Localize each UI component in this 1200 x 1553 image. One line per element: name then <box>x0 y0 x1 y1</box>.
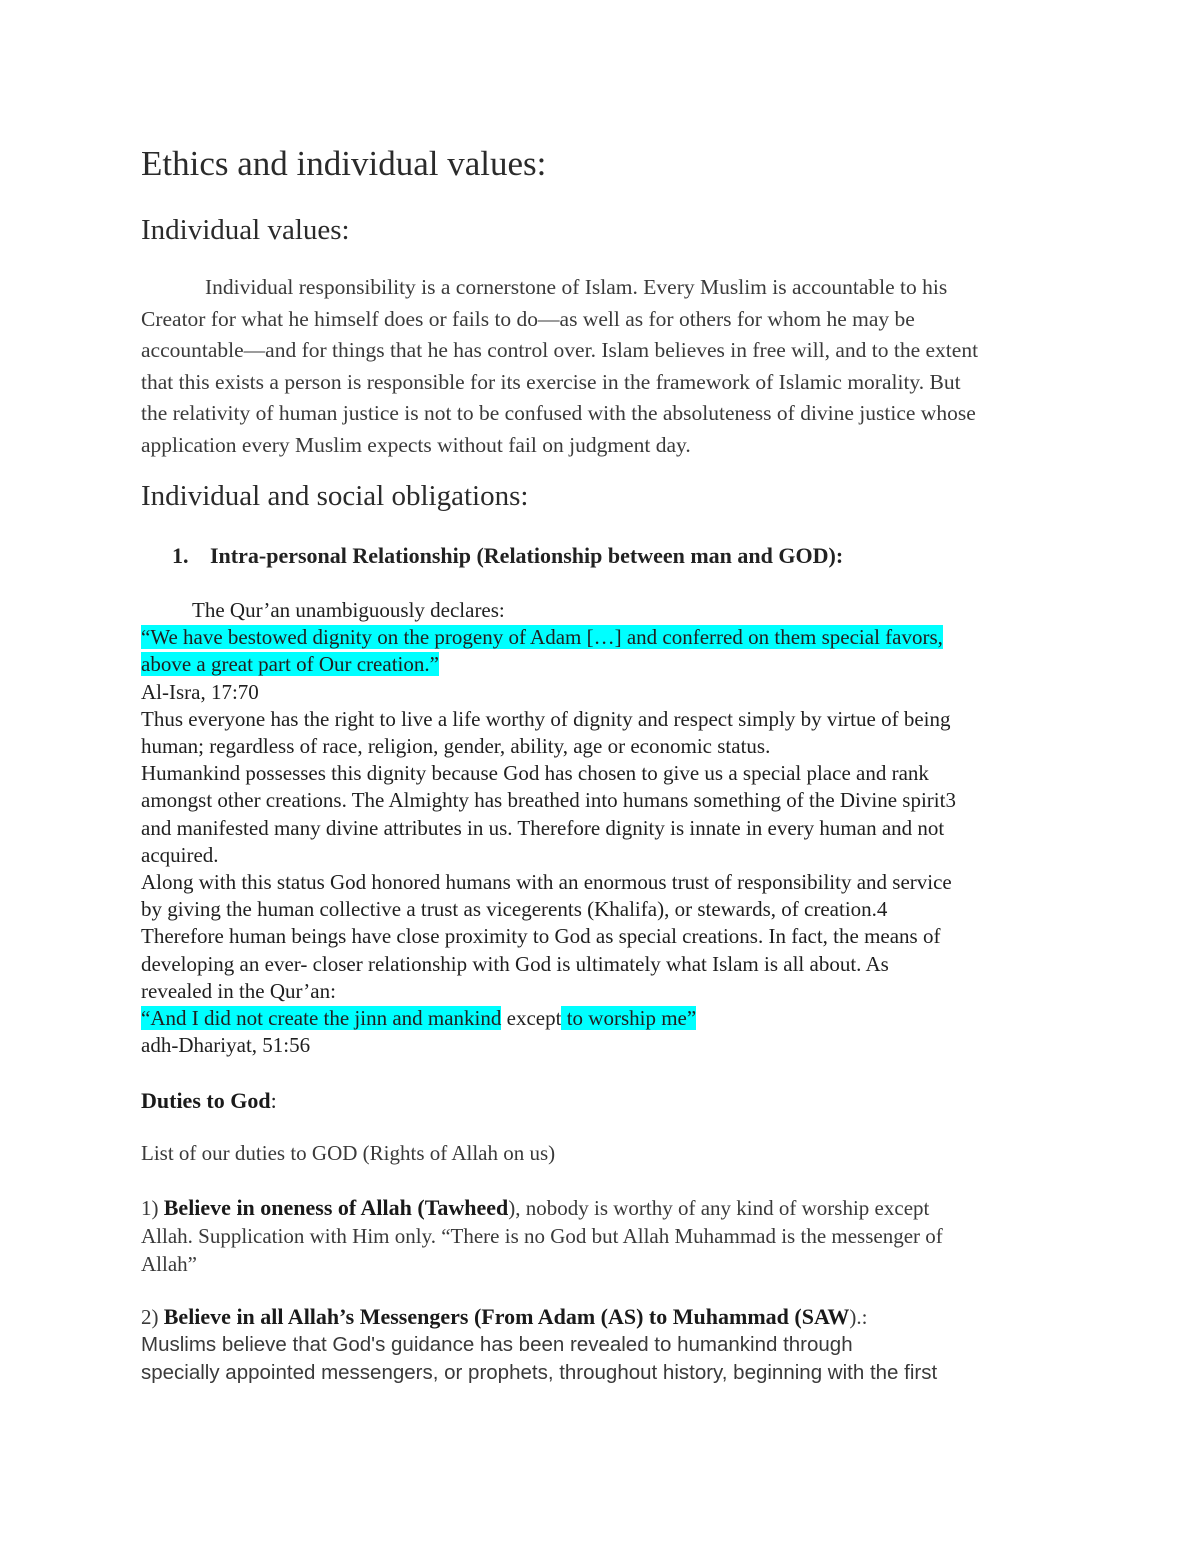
duty-text: Allah” <box>141 1252 197 1276</box>
paragraph-line: that this exists a person is responsible for its exercise in the framework of Islamic morality. But <box>141 369 961 394</box>
quote-reference: adh-Dhariyat, 51:56 <box>141 1033 311 1058</box>
highlighted-quote: “We have bestowed dignity on the progeny of Adam […] and conferred on them special favors, <box>141 625 943 650</box>
list-number: 1. <box>172 543 189 568</box>
highlighted-quote: “And I did not create the jinn and mankind <box>141 1006 502 1031</box>
duties-intro: List of our duties to GOD (Rights of Allah on us) <box>141 1141 556 1165</box>
duty-text: ).: <box>849 1305 868 1329</box>
duties-heading <box>141 1088 277 1114</box>
body-line: by giving the human collective a trust as vicegerents (Khalifa), or stewards, of creation.4 <box>141 897 888 922</box>
body-line: Therefore human beings have close proximity to God as special creations. In fact, the means of <box>141 924 941 949</box>
paragraph-line: Creator for what he himself does or fails to do—as well as for others for whom he may be <box>141 306 915 331</box>
duty-item-oneness <box>141 1194 1071 1278</box>
body-line: developing an ever- closer relationship with God is ultimately what Islam is all about. As <box>141 951 889 976</box>
duties-heading-colon: : <box>270 1088 277 1113</box>
duty-text: Allah. Supplication with Him only. “There is no God but Allah Muhammad is the messenger of <box>141 1224 943 1248</box>
duty-text: specially appointed messengers, or prophets, throughout history, beginning with the first <box>141 1361 938 1384</box>
body-line: amongst other creations. The Almighty has breathed into humans something of the Divine spirit3 <box>141 788 956 813</box>
body-line: human; regardless of race, religion, gender, ability, age or economic status. <box>141 734 771 759</box>
numbered-heading-intra-personal <box>172 543 843 569</box>
individual-values-paragraph <box>141 272 1071 461</box>
paragraph-line: Individual responsibility is a cornerstone of Islam. Every Muslim is accountable to his <box>205 275 948 299</box>
paragraph-line: accountable—and for things that he has control over. Islam believes in free will, and to the extent <box>141 338 979 362</box>
duties-heading-label: Duties to God <box>141 1088 271 1113</box>
duty-title: Believe in oneness of Allah (Tawheed <box>163 1195 509 1220</box>
duty-title: Believe in all Allah’s Messengers (From Adam (AS) to Muhammad (SAW <box>163 1304 850 1329</box>
quote-reference: Al-Isra, 17:70 <box>141 679 259 704</box>
paragraph-line: application every Muslim expects without fail on judgment day. <box>141 432 691 457</box>
quote-intro: The Qur’an unambiguously declares: <box>192 598 505 622</box>
body-line: Along with this status God honored humans with an enormous trust of responsibility and service <box>141 870 952 895</box>
section-heading-individual-values: Individual values: <box>141 214 350 246</box>
highlighted-quote: above a great part of Our creation.” <box>141 652 439 677</box>
duty-item-messengers <box>141 1303 1071 1387</box>
numbered-heading-label: Intra-personal Relationship (Relationship between man and GOD): <box>210 543 844 568</box>
section-heading-obligations: Individual and social obligations: <box>141 480 529 512</box>
body-line: Humankind possesses this dignity because God has chosen to give us a special place and rank <box>141 761 929 786</box>
duty-number: 1) <box>141 1196 159 1220</box>
duty-number: 2) <box>141 1305 159 1329</box>
body-line: acquired. <box>141 842 219 867</box>
body-line: Thus everyone has the right to live a life worthy of dignity and respect simply by virtue of being <box>141 706 951 731</box>
duty-text: Muslims believe that God's guidance has been revealed to humankind through <box>141 1333 853 1356</box>
duty-text: ), nobody is worthy of any kind of worship except <box>508 1196 930 1220</box>
paragraph-line: the relativity of human justice is not to be confused with the absoluteness of divine justice whose <box>141 401 976 425</box>
body-line: and manifested many divine attributes in us. Therefore dignity is innate in every human and not <box>141 815 945 840</box>
highlighted-quote: to worship me” <box>561 1006 697 1031</box>
document-title: Ethics and individual values: <box>141 144 547 183</box>
body-line: revealed in the Qur’an: <box>141 978 336 1003</box>
quran-quotation-block <box>141 597 1081 1059</box>
quote-connector: except <box>501 1006 562 1031</box>
